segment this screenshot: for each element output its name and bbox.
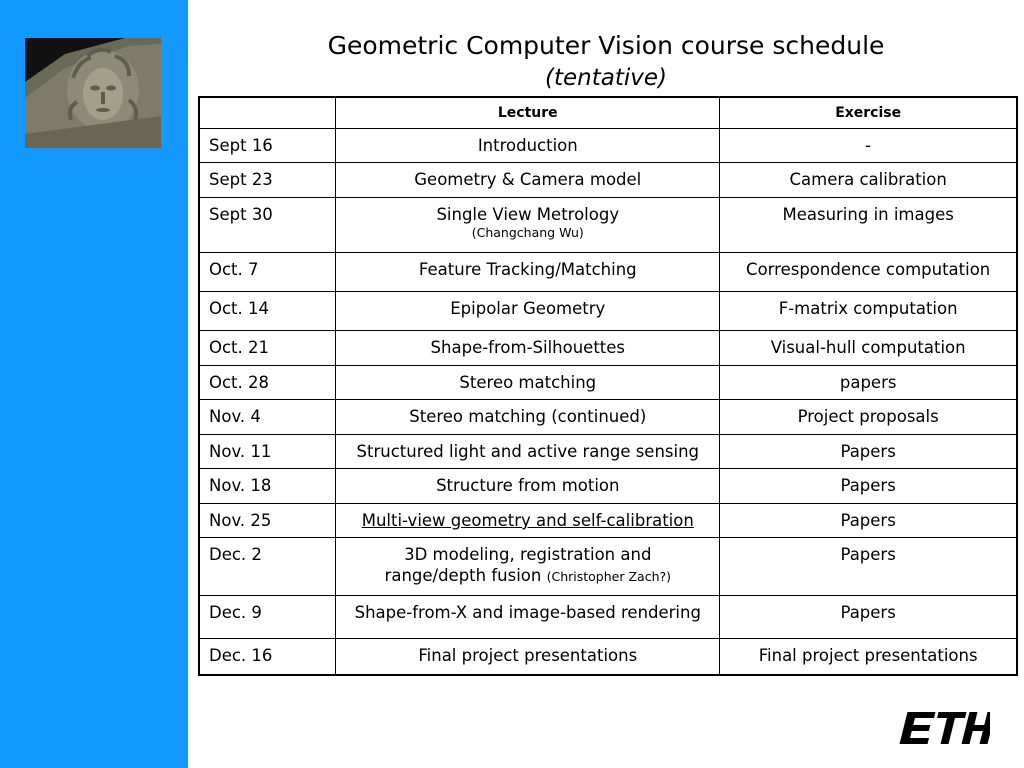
table-row [199,253,1017,292]
sidebar-band [0,0,188,768]
exercise-cell: Papers [720,538,1017,596]
table-row [199,435,1017,469]
table-row [199,331,1017,366]
table-row [199,292,1017,331]
lecture-cell: Structure from motion [336,469,720,504]
lecturer-note: (Christopher Zach?) [546,569,671,584]
medusa-relief-image [25,38,161,148]
exercise-cell: Camera calibration [720,163,1017,198]
date-cell: Oct. 21 [199,331,336,366]
date-cell: Nov. 18 [199,469,336,504]
date-cell: Oct. 28 [199,366,336,400]
exercise-cell: Project proposals [720,400,1017,435]
lecture-cell: Structured light and active range sensing [336,435,720,469]
date-cell: Oct. 14 [199,292,336,331]
lecture-cell: Final project presentations [336,639,720,675]
date-cell: Nov. 4 [199,400,336,435]
exercise-cell: Papers [720,504,1017,538]
exercise-cell: - [720,129,1017,163]
date-cell: Sept 30 [199,198,336,253]
exercise-cell: papers [720,366,1017,400]
column-header-lecture: Lecture [336,97,720,129]
lecture-cell: Stereo matching [336,366,720,400]
date-cell: Nov. 25 [199,504,336,538]
lecture-cell: Feature Tracking/Matching [336,253,720,292]
lecture-cell: Stereo matching (continued) [336,400,720,435]
eth-logo [898,710,990,746]
exercise-cell: Papers [720,469,1017,504]
table-row [199,400,1017,435]
date-cell: Sept 16 [199,129,336,163]
page-title: Geometric Computer Vision course schedule [327,31,885,60]
lecture-cell: Geometry & Camera model [336,163,720,198]
table-header-row [199,97,1017,129]
exercise-cell: Correspondence computation [720,253,1017,292]
date-cell: Nov. 11 [199,435,336,469]
exercise-cell: Papers [720,596,1017,639]
lecture-cell: 3D modeling, registration and range/depth fusion (Christopher Zach?) [336,538,720,596]
page-subtitle: (tentative) [545,65,667,91]
lecture-cell: Single View Metrology (Changchang Wu) [336,198,720,253]
table-row [199,366,1017,400]
table-row [199,596,1017,639]
table-row [199,504,1017,538]
lecture-cell: Introduction [336,129,720,163]
table-row [199,198,1017,253]
column-header-exercise: Exercise [720,97,1017,129]
schedule-table [198,96,1018,676]
date-cell: Dec. 2 [199,538,336,596]
exercise-cell: Visual-hull computation [720,331,1017,366]
lecture-cell: Epipolar Geometry [336,292,720,331]
table-row [199,538,1017,596]
table-row [199,163,1017,198]
exercise-cell: Measuring in images [720,198,1017,253]
table-row [199,639,1017,675]
exercise-cell: F-matrix computation [720,292,1017,331]
column-header-date [199,97,336,129]
lecture-cell: Shape-from-Silhouettes [336,331,720,366]
lecturer-note: (Changchang Wu) [471,225,584,240]
exercise-cell: Final project presentations [720,639,1017,675]
lecture-cell: Shape-from-X and image-based rendering [336,596,720,639]
table-row [199,129,1017,163]
lecture-cell: Multi-view geometry and self-calibration [336,504,720,538]
date-cell: Sept 23 [199,163,336,198]
date-cell: Dec. 16 [199,639,336,675]
date-cell: Dec. 9 [199,596,336,639]
table-row [199,469,1017,504]
exercise-cell: Papers [720,435,1017,469]
date-cell: Oct. 7 [199,253,336,292]
